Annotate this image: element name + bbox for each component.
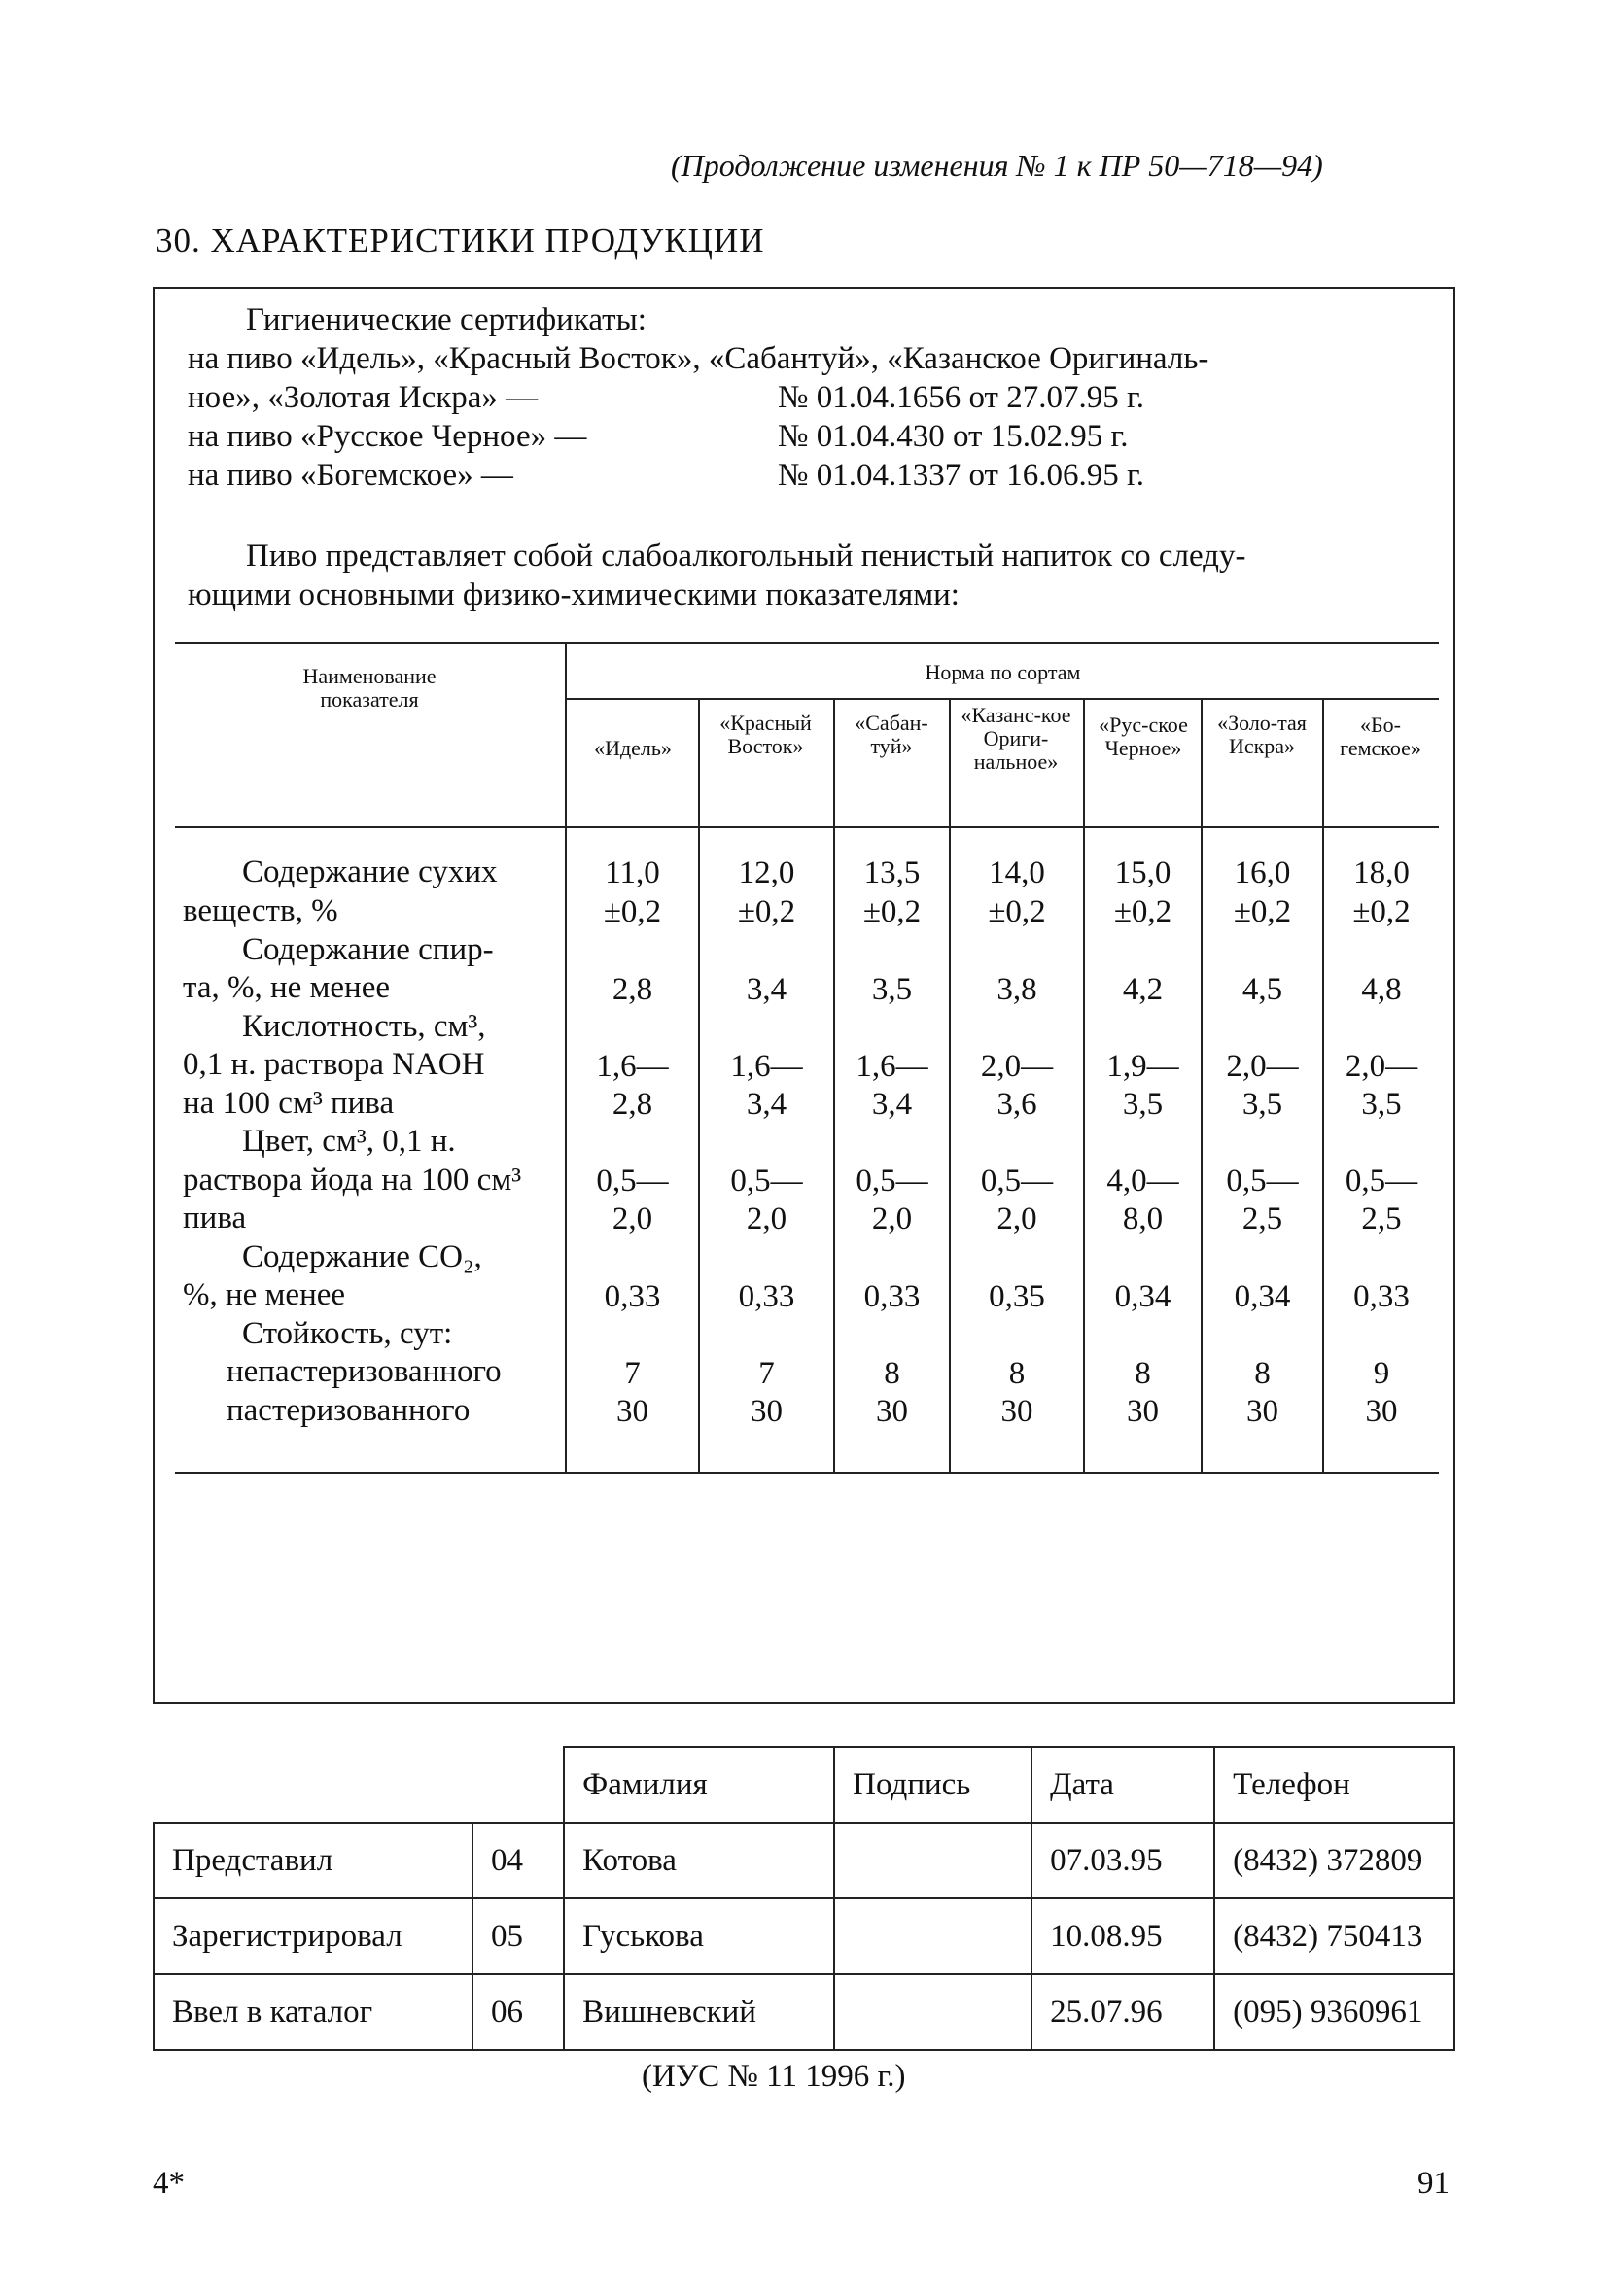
indicator-value: ±0,2 (737, 893, 796, 929)
indicator-value: ±0,2 (603, 893, 662, 929)
page-header: (Продолжение изменения № 1 к ПР 50—718—94) (671, 148, 1323, 183)
signature (834, 1898, 1031, 1974)
indicator-value: 8 (1254, 1355, 1271, 1391)
indicator-value: 30 (1365, 1394, 1398, 1429)
sort-header-bogemskoe: «Бо-гемское» (1340, 713, 1421, 760)
indicator-value: 4,5 (1241, 971, 1283, 1007)
certificate-number: № 01.04.430 от 15.02.95 г. (778, 419, 1129, 454)
table-top-rule (175, 642, 1439, 644)
indicator-label: Кислотность, см³, (242, 1009, 486, 1044)
indicator-label: веществ, % (183, 893, 338, 928)
signature (834, 1823, 1031, 1898)
indicator-value: 7 (758, 1355, 775, 1391)
indicator-value: 8 (1008, 1355, 1026, 1391)
indicator-value: 1,6— (856, 1048, 928, 1084)
date: 10.08.95 (1031, 1898, 1214, 1974)
indicator-value: ±0,2 (1233, 893, 1292, 929)
code: 04 (472, 1823, 564, 1898)
indicator-value: 4,8 (1361, 971, 1402, 1007)
sort-header-kazanskoe: «Казанс-кое Ориги-нальное» (961, 703, 1071, 774)
surname: Гуськова (564, 1898, 834, 1974)
indicator-value: 0,5— (1226, 1163, 1299, 1199)
indicator-value: 0,5— (980, 1163, 1054, 1199)
code: 06 (472, 1974, 564, 2050)
empty-header-cell (154, 1747, 564, 1823)
indicator-value: 30 (751, 1394, 783, 1429)
indicator-value: 4,0— (1106, 1163, 1179, 1199)
phone: (095) 9360961 (1214, 1974, 1454, 2050)
action: Представил (154, 1823, 472, 1898)
signature (834, 1974, 1031, 2050)
indicator-value: 30 (1246, 1394, 1278, 1429)
certificate-left: на пиво «Богемское» — (188, 458, 513, 493)
header-surname: Фамилия (564, 1747, 834, 1823)
registration-row (154, 1823, 1454, 1898)
indicator-value: 30 (876, 1394, 908, 1429)
indicator-value: ±0,2 (988, 893, 1046, 929)
indicator-value: 30 (616, 1394, 648, 1429)
indicator-label: Содержание спир- (242, 932, 494, 967)
indicator-value: 0,5— (730, 1163, 803, 1199)
indicator-label: раствора йода на 100 см³ (183, 1163, 522, 1198)
action: Ввел в каталог (154, 1974, 472, 2050)
indicator-value: 3,4 (871, 1087, 913, 1122)
indicator-value: 1,6— (596, 1048, 669, 1084)
indicator-value: ±0,2 (1113, 893, 1172, 929)
indicator-value: 13,5 (863, 855, 921, 890)
header-date: Дата (1031, 1747, 1214, 1823)
indicator-value: 0,5— (856, 1163, 928, 1199)
indicator-value: 2,0— (1226, 1048, 1299, 1084)
header-signature: Подпись (834, 1747, 1031, 1823)
indicator-value: 18,0 (1353, 855, 1410, 890)
certificate-left: на пиво «Русское Черное» — (188, 419, 587, 454)
indicator-value: 3,6 (996, 1087, 1037, 1122)
indicator-label: %, не менее (183, 1277, 346, 1312)
indicator-value: 15,0 (1114, 855, 1171, 890)
indicator-value: 0,34 (1114, 1278, 1171, 1314)
registration-row (154, 1898, 1454, 1974)
indicator-label: пастеризованного (227, 1393, 471, 1428)
indicator-value: 2,0— (1345, 1048, 1418, 1084)
sheet-mark: 4* (153, 2166, 185, 2201)
sort-header-russkoe: «Рус-ское Черное» (1099, 713, 1188, 760)
group-header: Норма по сортам (925, 660, 1081, 684)
certificate-number: № 01.04.1337 от 16.06.95 г. (778, 458, 1145, 493)
indicator-value: 3,5 (1361, 1087, 1402, 1122)
indicator-label: пива (183, 1200, 247, 1235)
sort-header-zolotaya: «Золо-тая Искра» (1217, 711, 1307, 758)
indicator-value: 0,33 (1353, 1278, 1410, 1314)
indicator-value: ±0,2 (862, 893, 922, 929)
certificate-number: № 01.04.1656 от 27.07.95 г. (778, 380, 1145, 415)
indicator-value: 11,0 (605, 855, 660, 890)
sort-header-krasny-vostok: «Красный Восток» (719, 711, 812, 758)
indicator-value: 8 (1135, 1355, 1151, 1391)
indicator-value: 0,33 (863, 1278, 921, 1314)
intro-line: ющими основными физико-химическими показателями: (188, 577, 960, 612)
indicator-label: Содержание CO₂, (242, 1239, 482, 1274)
indicator-value: 2,0 (996, 1201, 1037, 1236)
indicator-value: 8 (884, 1355, 900, 1391)
indicator-value: 3,4 (746, 971, 787, 1007)
indicator-value: 0,33 (738, 1278, 795, 1314)
indicator-label: непастеризованного (227, 1354, 502, 1389)
sort-header-idel: «Идель» (594, 736, 672, 760)
section-title: 30. ХАРАКТЕРИСТИКИ ПРОДУКЦИИ (156, 222, 765, 260)
table-header-rule (175, 826, 1439, 828)
certificates-block (246, 301, 647, 339)
indicator-value: 2,0 (746, 1201, 787, 1236)
indicator-value: 3,4 (746, 1087, 787, 1122)
indicator-value: 3,8 (996, 971, 1037, 1007)
registration-row (154, 1974, 1454, 2050)
action: Зарегистрировал (154, 1898, 472, 1974)
indicator-value: 3,5 (1241, 1087, 1283, 1122)
source-reference: (ИУС № 11 1996 г.) (642, 2059, 906, 2094)
indicator-value: 8,0 (1122, 1201, 1164, 1236)
indicator-value: 1,9— (1106, 1048, 1179, 1084)
registration-table (153, 1746, 1455, 2051)
indicator-value: 14,0 (989, 855, 1045, 890)
indicator-value: 2,0 (871, 1201, 913, 1236)
indicator-value: 1,6— (730, 1048, 803, 1084)
date: 25.07.96 (1031, 1974, 1214, 2050)
date: 07.03.95 (1031, 1823, 1214, 1898)
indicator-value: 3,5 (871, 971, 913, 1007)
indicator-label: Содержание сухих (242, 854, 498, 889)
registration-block (153, 1746, 1455, 2051)
page-number: 91 (1417, 2166, 1450, 2201)
indicator-value: 0,5— (1345, 1163, 1418, 1199)
indicator-value: 0,35 (989, 1278, 1045, 1314)
indicator-label: Стойкость, сут: (242, 1316, 453, 1351)
header-phone: Телефон (1214, 1747, 1454, 1823)
phone: (8432) 750413 (1214, 1898, 1454, 1974)
indicator-value: 7 (624, 1355, 641, 1391)
intro-line: Пиво представляет собой слабоалкогольный пенистый напиток со следу- (246, 539, 1246, 574)
indicator-value: 0,33 (604, 1278, 661, 1314)
indicator-label: та, %, не менее (183, 970, 391, 1005)
indicator-label: на 100 см³ пива (183, 1086, 395, 1121)
indicator-value: 12,0 (738, 855, 795, 890)
indicator-value: 2,0 (612, 1201, 653, 1236)
indicator-value: ±0,2 (1352, 893, 1411, 929)
sort-header-sabantuy: «Сабан-туй» (855, 711, 928, 758)
indicator-value: 30 (1000, 1394, 1033, 1429)
registration-header-row (154, 1747, 1454, 1823)
surname: Котова (564, 1823, 834, 1898)
indicator-value: 2,0— (980, 1048, 1054, 1084)
indicator-value: 0,34 (1234, 1278, 1291, 1314)
indicator-value: 0,5— (596, 1163, 669, 1199)
indicator-value: 2,8 (612, 1087, 653, 1122)
indicator-value: 3,5 (1122, 1087, 1164, 1122)
indicator-value: 2,8 (612, 971, 653, 1007)
surname: Вишневский (564, 1974, 834, 2050)
indicator-value: 9 (1373, 1355, 1390, 1391)
indicator-label: Цвет, см³, 0,1 н. (242, 1124, 456, 1159)
indicator-value: 30 (1127, 1394, 1159, 1429)
indicator-value: 4,2 (1122, 971, 1164, 1007)
indicator-column-header: Наименование показателя (302, 664, 437, 712)
table-bottom-rule (175, 1472, 1439, 1474)
indicator-label: 0,1 н. раствора NAOH (183, 1047, 485, 1082)
code: 05 (472, 1898, 564, 1974)
phone: (8432) 372809 (1214, 1823, 1454, 1898)
certificates-line: на пиво «Идель», «Красный Восток», «Сабантуй», «Казанское Оригиналь- (188, 341, 1209, 376)
indicator-value: 2,5 (1361, 1201, 1402, 1236)
certificates-title: Гигиенические сертификаты: (246, 302, 647, 337)
indicator-value: 16,0 (1234, 855, 1291, 890)
indicator-value: 2,5 (1241, 1201, 1283, 1236)
certificate-left: ное», «Золотая Искра» — (188, 380, 539, 415)
